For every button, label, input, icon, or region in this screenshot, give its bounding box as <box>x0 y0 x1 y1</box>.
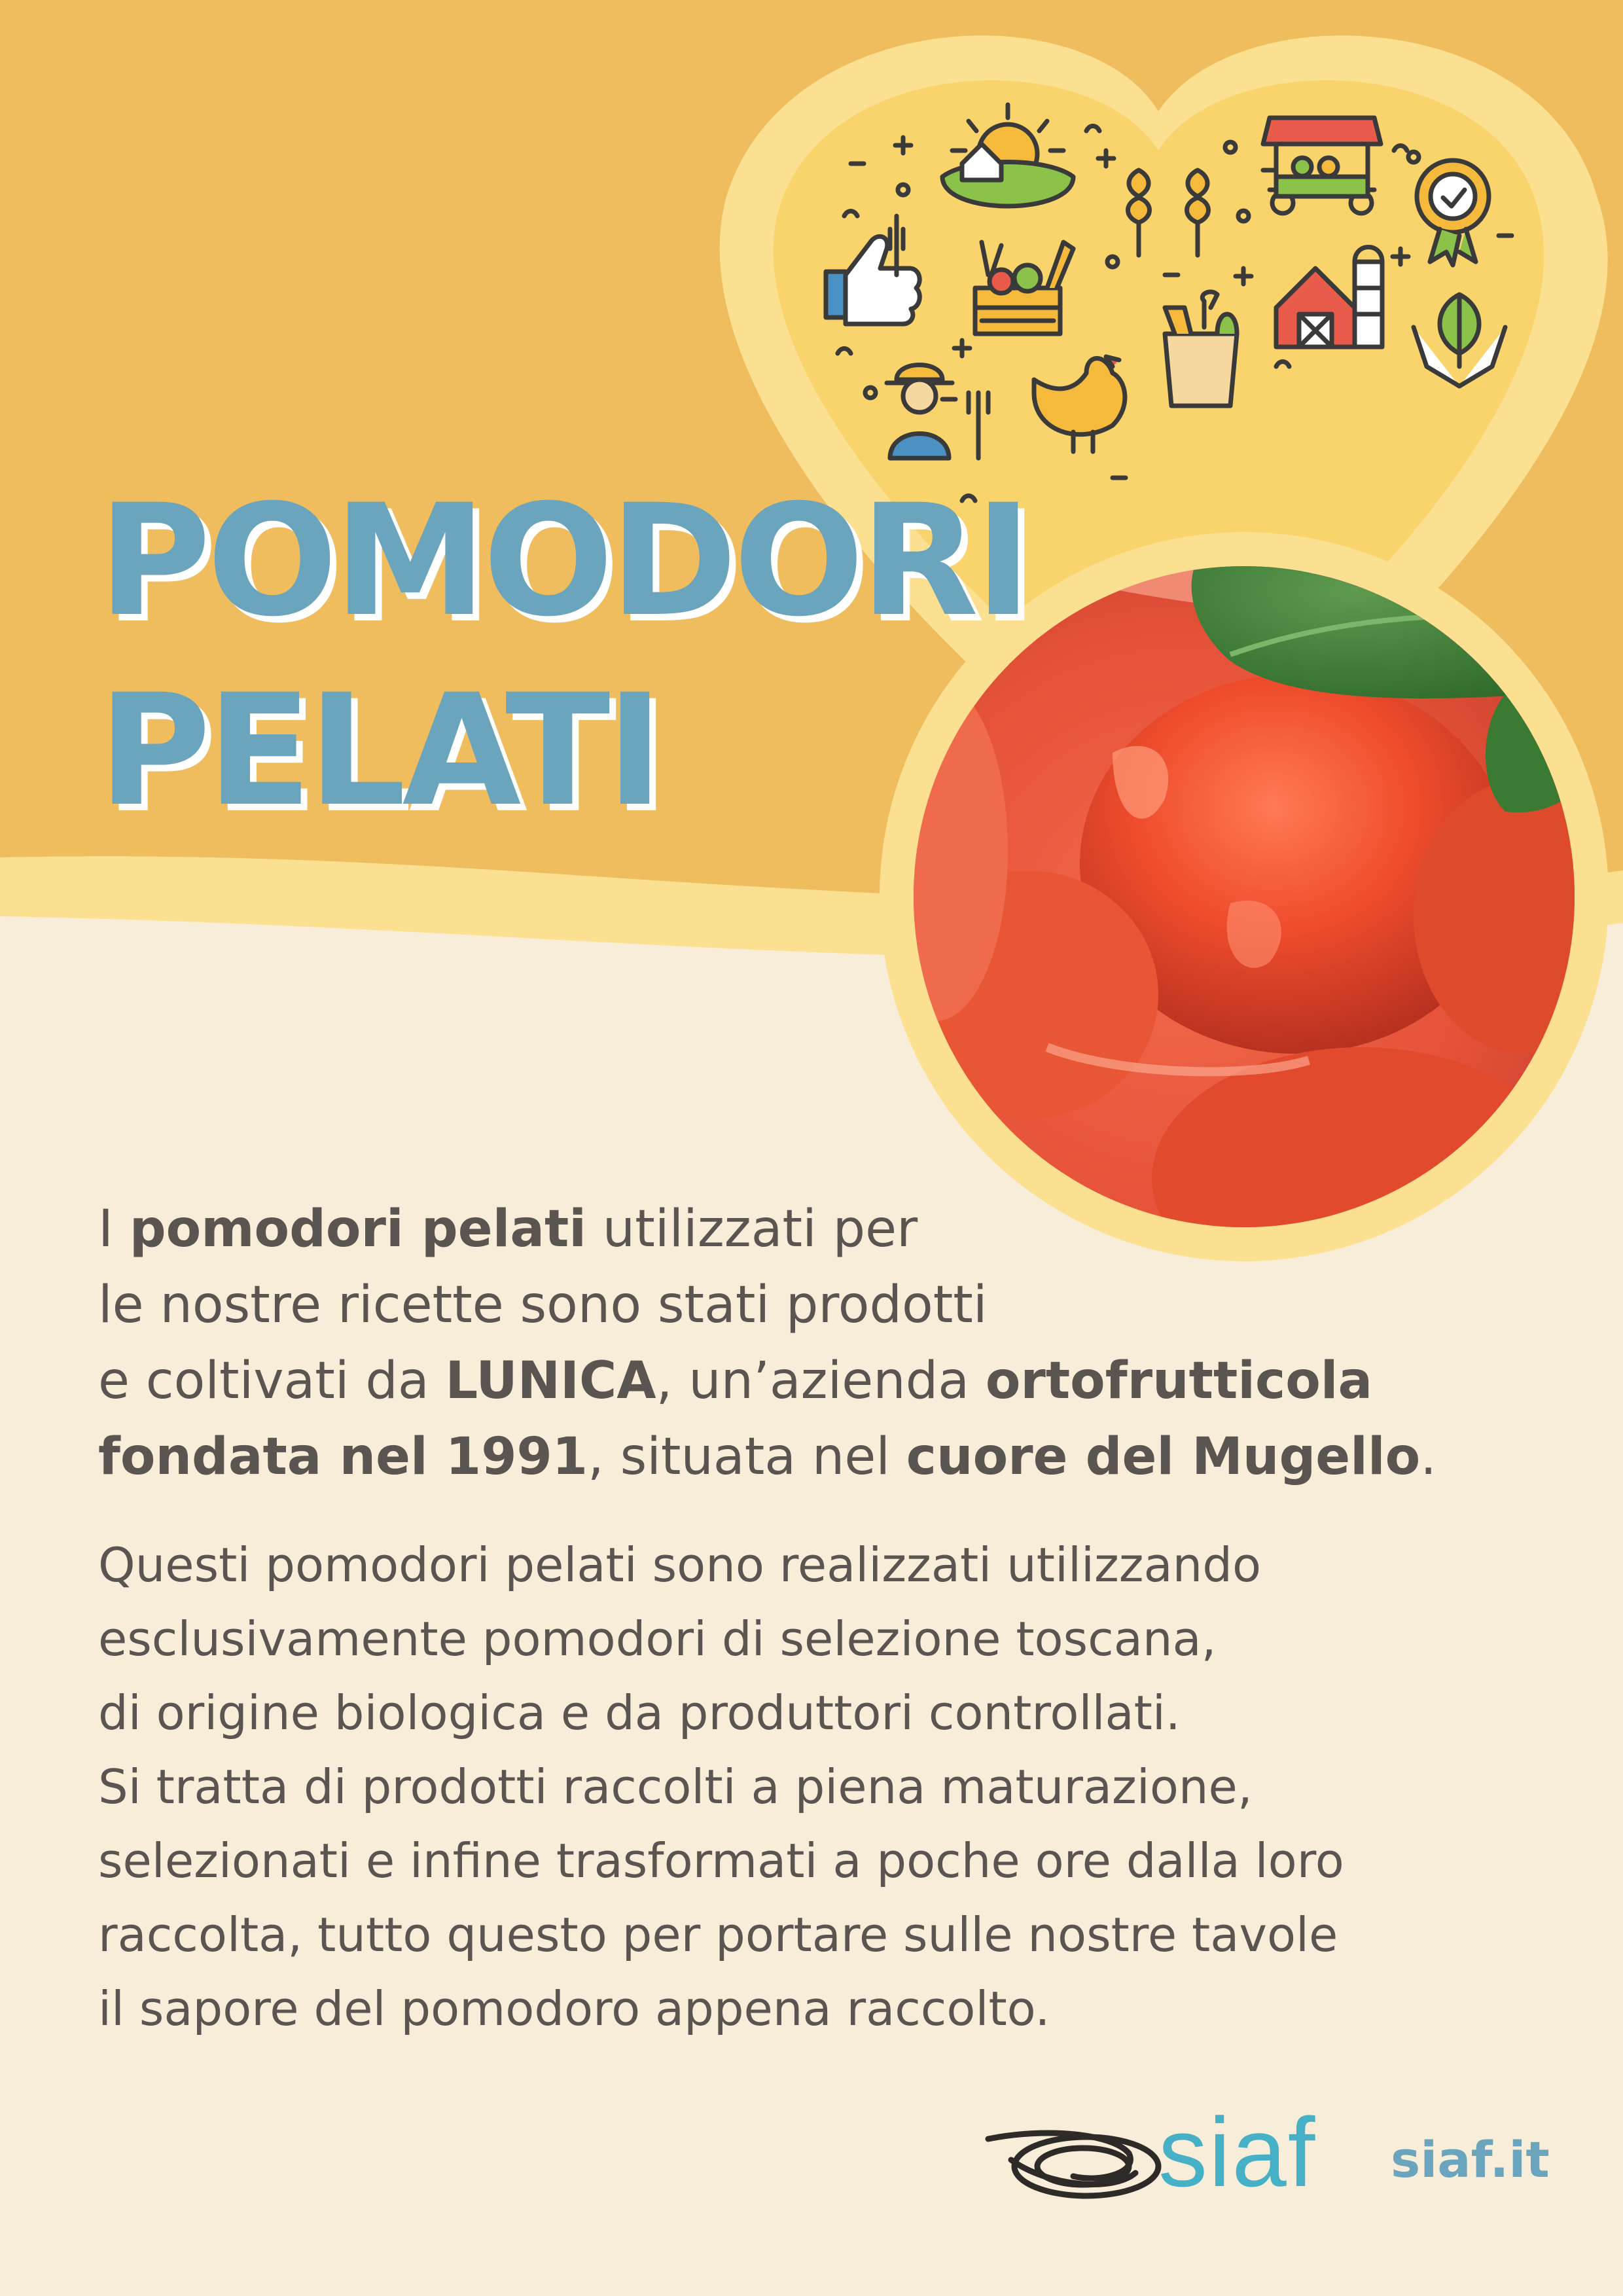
intro-paragraph <box>98 1191 1437 1495</box>
intro-line-1: I pomodori pelati utilizzati per <box>98 1200 918 1259</box>
siaf-logo-text: siaf <box>1158 2097 1317 2207</box>
description-line: Si tratta di prodotti raccolti a piena maturazione, <box>98 1759 1253 1814</box>
description-line: di origine biologica e da produttori controllati. <box>98 1685 1181 1740</box>
description-line: esclusivamente pomodori di selezione toscana, <box>98 1611 1217 1666</box>
description-line: selezionati e infine trasformati a poche ore dalla loro <box>98 1833 1344 1888</box>
intro-line-2: le nostre ricette sono stati prodotti <box>98 1276 988 1335</box>
intro-line-4: fondata nel 1991, situata nel cuore del Mugello. <box>98 1427 1437 1486</box>
title-line-2: PELATI <box>98 662 660 840</box>
siaf-logo-mark <box>988 2133 1158 2196</box>
title-line-1: POMODORI <box>98 472 1028 651</box>
description-paragraph <box>98 1528 1440 2046</box>
description-line: raccolta, tutto questo per portare sulle nostre tavole <box>98 1907 1338 1962</box>
description-line: il sapore del pomodoro appena raccolto. <box>98 1981 1050 2036</box>
description-line: Questi pomodori pelati sono realizzati utilizzando <box>98 1537 1262 1592</box>
intro-line-3: e coltivati da LUNICA, un’azienda ortofrutticola <box>98 1352 1373 1410</box>
siaf-website-link[interactable]: siaf.it <box>1391 2130 1550 2189</box>
